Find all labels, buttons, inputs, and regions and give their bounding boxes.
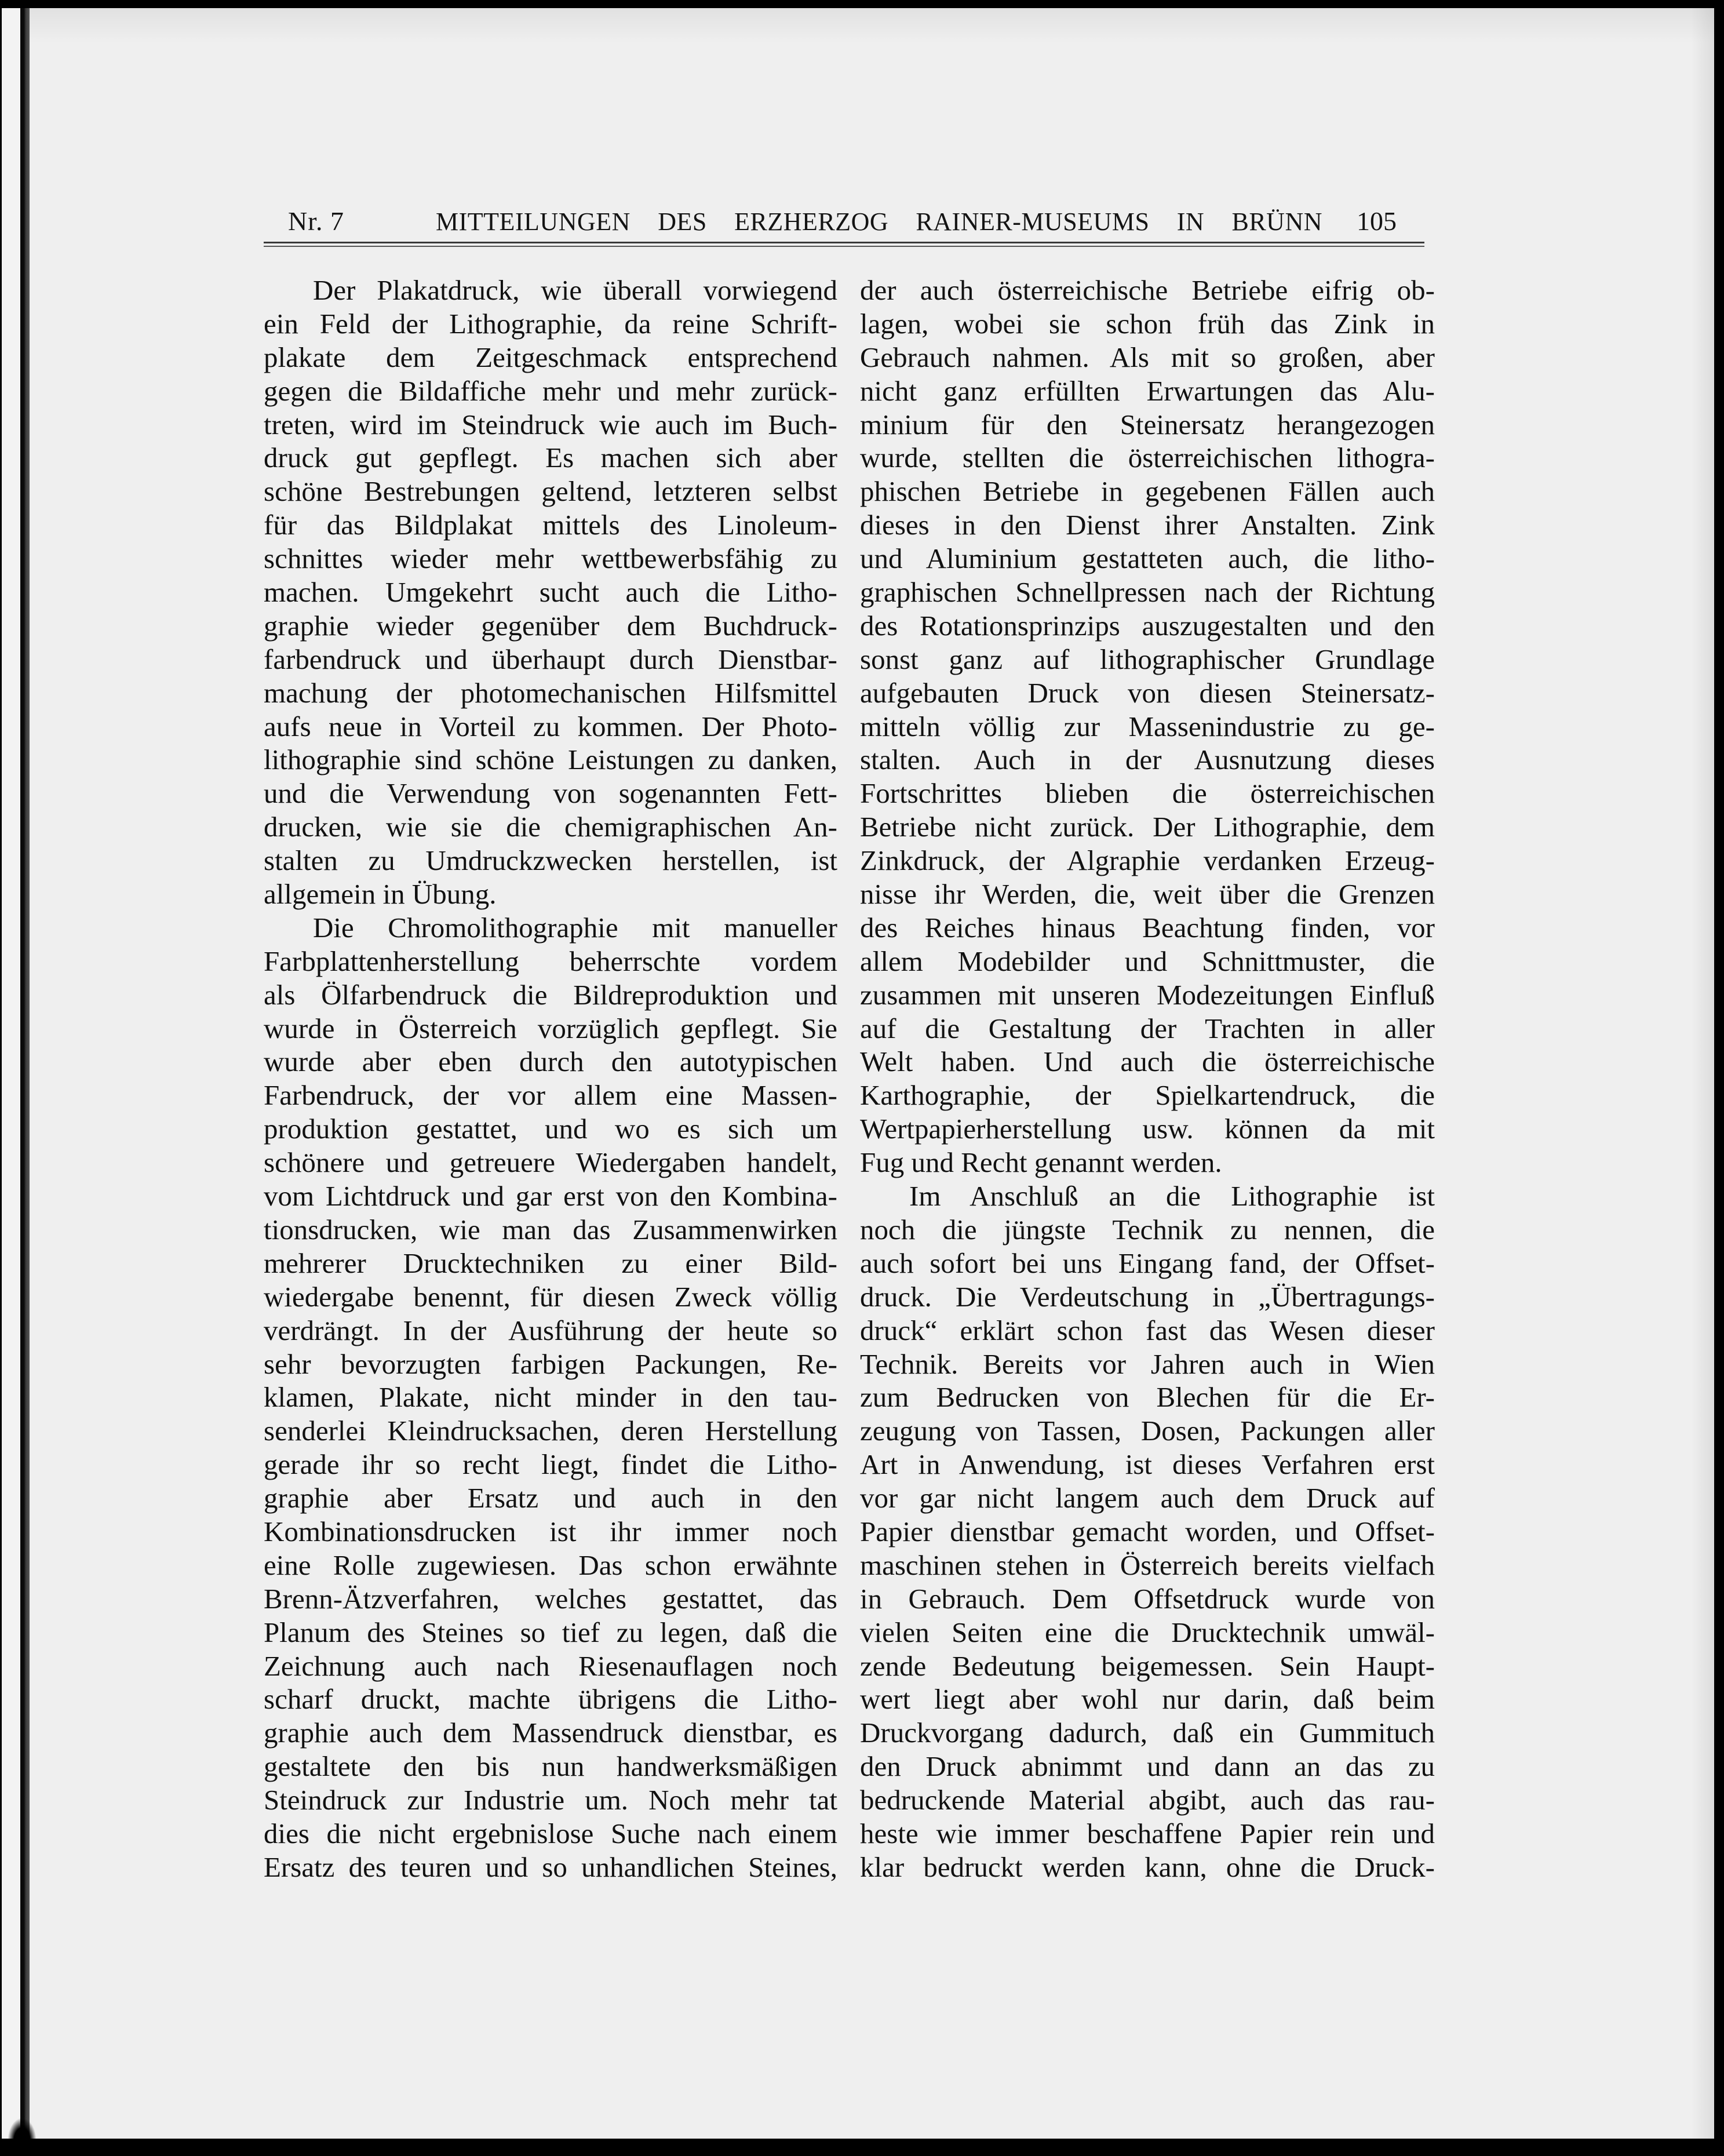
text-line: auch sofort bei uns Eingang fand, der Offset-: [860, 1247, 1435, 1279]
text-line: heste wie immer beschaffene Papier rein und: [860, 1817, 1435, 1849]
text-line: stalten. Auch in der Ausnutzung dieses: [860, 744, 1435, 776]
text-line: für das Bildplakat mittels des Linoleum-: [264, 509, 837, 541]
text-line: ein Feld der Lithographie, da reine Schrift-: [264, 307, 837, 340]
text-line: sehr bevorzugten farbigen Packungen, Re-: [264, 1348, 837, 1380]
text-line: druck. Die Verdeutschung in „Übertragungs-: [860, 1280, 1435, 1313]
header-rule-bottom: [264, 246, 1424, 247]
page-paper: [2, 8, 1714, 2139]
text-line: vor gar nicht langem auch dem Druck auf: [860, 1482, 1435, 1514]
text-line: gestaltete den bis nun handwerksmäßigen: [264, 1750, 837, 1783]
text-line: auf die Gestaltung der Trachten in aller: [860, 1012, 1435, 1044]
issue-number: Nr. 7: [288, 206, 344, 236]
text-line: Farbendruck, der vor allem eine Massen-: [264, 1079, 837, 1112]
text-line: wurde, stellten die österreichischen lithogra-: [860, 442, 1435, 474]
text-line: mehrerer Drucktechniken zu einer Bild-: [264, 1247, 837, 1279]
text-line: lagen, wobei sie schon früh das Zink in: [860, 307, 1435, 340]
text-line: noch die jüngste Technik zu nennen, die: [860, 1213, 1435, 1245]
text-line: und Aluminium gestatteten auch, die litho-: [860, 542, 1435, 575]
text-line: farbendruck und überhaupt durch Dienstbar-: [264, 643, 837, 675]
header-rule-top: [264, 242, 1424, 243]
paragraph: [264, 274, 837, 911]
text-line: machen. Umgekehrt sucht auch die Litho-: [264, 576, 837, 609]
text-line: zusammen mit unseren Modezeitungen Einfluß: [860, 978, 1435, 1011]
text-line: aufs neue in Vorteil zu kommen. Der Photo-: [264, 710, 837, 742]
text-line: Kombinationsdrucken ist ihr immer noch: [264, 1515, 837, 1547]
text-line: Fortschrittes blieben die österreichischen: [860, 777, 1435, 810]
text-line: stalten zu Umdruckzwecken herstellen, ist: [264, 844, 837, 877]
text-line: Technik. Bereits vor Jahren auch in Wien: [860, 1348, 1435, 1380]
text-line: Druckvorgang dadurch, daß ein Gummituch: [860, 1717, 1435, 1749]
text-line: Brenn-Ätzverfahren, welches gestattet, das: [264, 1582, 837, 1615]
text-line: druck“ erklärt schon fast das Wesen dieser: [860, 1314, 1435, 1346]
text-line: tionsdrucken, wie man das Zusammenwirken: [264, 1213, 837, 1245]
binding-edge-bar: [20, 8, 30, 2139]
text-line: Gebrauch nahmen. Als mit so großen, aber: [860, 341, 1435, 373]
text-line: schönere und getreuere Wiedergaben handelt,: [264, 1146, 837, 1179]
text-line: vielen Seiten eine die Drucktechnik umwäl-: [860, 1616, 1435, 1648]
text-line: wiedergabe benennt, für diesen Zweck völlig: [264, 1280, 837, 1313]
text-line: sonst ganz auf lithographischer Grundlage: [860, 643, 1435, 675]
text-line: phischen Betriebe in gegebenen Fällen auch: [860, 475, 1435, 508]
text-line: treten, wird im Steindruck wie auch im Buch-: [264, 408, 837, 440]
text-line: aufgebauten Druck von diesen Steinersatz-: [860, 676, 1435, 709]
text-line: graphie auch dem Massendruck dienstbar, es: [264, 1717, 837, 1749]
text-line: wert liegt aber wohl nur darin, daß beim: [860, 1683, 1435, 1716]
text-line: zeugung von Tassen, Dosen, Packungen aller: [860, 1415, 1435, 1447]
text-line: Zeichnung auch nach Riesenauflagen noch: [264, 1649, 837, 1682]
text-line: klar bedruckt werden kann, ohne die Druck-: [860, 1851, 1435, 1883]
text-line: zende Bedeutung beigemessen. Sein Haupt-: [860, 1649, 1435, 1682]
text-line: schnittes wieder mehr wettbewerbsfähig zu: [264, 542, 837, 575]
text-line: mitteln völlig zur Massenindustrie zu ge-: [860, 710, 1435, 742]
text-line: Papier dienstbar gemacht worden, und Offset-: [860, 1515, 1435, 1547]
paragraph: [264, 911, 837, 1884]
text-line: Fug und Recht genannt werden.: [860, 1146, 1222, 1179]
text-line: drucken, wie sie die chemigraphischen An-: [264, 811, 837, 843]
text-line: Zinkdruck, der Algraphie verdanken Erzeug-: [860, 844, 1435, 877]
text-line: Welt haben. Und auch die österreichische: [860, 1046, 1435, 1078]
text-line: wurde in Österreich vorzüglich gepflegt. Sie: [264, 1012, 837, 1044]
text-line: Wertpapierherstellung usw. können da mit: [860, 1113, 1435, 1145]
text-line: graphie aber Ersatz und auch in den: [264, 1482, 837, 1514]
text-line: allem Modebilder und Schnittmuster, die: [860, 945, 1435, 977]
left-margin-strip: [2, 8, 20, 2139]
text-line: dieses in den Dienst ihrer Anstalten. Zink: [860, 509, 1435, 541]
text-line: lithographie sind schöne Leistungen zu danken,: [264, 744, 837, 776]
text-line: Die Chromolithographie mit manueller: [313, 911, 837, 944]
text-line: nicht ganz erfüllten Erwartungen das Alu-: [860, 374, 1435, 407]
text-line: vom Lichtdruck und gar erst von den Kombina-: [264, 1180, 837, 1212]
text-line: graphie wieder gegenüber dem Buchdruck-: [264, 609, 837, 642]
text-line: nisse ihr Werden, die, weit über die Grenzen: [860, 878, 1435, 911]
text-line: des Rotationsprinzips auszugestalten und den: [860, 609, 1435, 642]
binding-edge-corner: [8, 2118, 37, 2141]
text-line: schöne Bestrebungen geltend, letzteren selbst: [264, 475, 837, 508]
top-edge-shadow: [2, 8, 1714, 43]
text-line: Karthographie, der Spielkartendruck, die: [860, 1079, 1435, 1112]
text-line: gegen die Bildaffiche mehr und mehr zurück-: [264, 374, 837, 407]
text-line: zum Bedrucken von Blechen für die Er-: [860, 1381, 1435, 1414]
journal-title: MITTEILUNGEN DES ERZHERZOG RAINER-MUSEUMS IN BRÜNN: [436, 207, 1322, 236]
text-line: maschinen stehen in Österreich bereits vielfach: [860, 1549, 1435, 1581]
text-line: Der Plakatdruck, wie überall vorwiegend: [313, 274, 837, 306]
running-head: [262, 206, 1426, 241]
text-line: des Reiches hinaus Beachtung finden, vor: [860, 911, 1435, 944]
right-edge-shadow: [1691, 8, 1714, 2139]
paragraph: [860, 1179, 1435, 1884]
text-line: Steindruck zur Industrie um. Noch mehr tat: [264, 1784, 837, 1816]
text-line: druck gut gepflegt. Es machen sich aber: [264, 442, 837, 474]
text-line: der auch österreichische Betriebe eifrig ob-: [860, 274, 1435, 306]
text-line: plakate dem Zeitgeschmack entsprechend: [264, 341, 837, 373]
page-number: 105: [1357, 206, 1397, 236]
text-line: als Ölfarbendruck die Bildreproduktion und: [264, 978, 837, 1011]
text-line: produktion gestattet, und wo es sich um: [264, 1113, 837, 1145]
text-line: in Gebrauch. Dem Offsetdruck wurde von: [860, 1582, 1435, 1615]
text-line: scharf druckt, machte übrigens die Litho-: [264, 1683, 837, 1716]
text-line: machung der photomechanischen Hilfsmittel: [264, 676, 837, 709]
text-line: verdrängt. In der Ausführung der heute so: [264, 1314, 837, 1346]
text-line: Ersatz des teuren und so unhandlichen Steines,: [264, 1851, 837, 1883]
text-line: wurde aber eben durch den autotypischen: [264, 1046, 837, 1078]
text-line: Betriebe nicht zurück. Der Lithographie, dem: [860, 811, 1435, 843]
text-line: klamen, Plakate, nicht minder in den tau-: [264, 1381, 837, 1414]
text-line: eine Rolle zugewiesen. Das schon erwähnte: [264, 1549, 837, 1581]
text-line: Art in Anwendung, ist dieses Verfahren erst: [860, 1448, 1435, 1481]
text-line: allgemein in Übung.: [264, 878, 497, 911]
text-line: graphischen Schnellpressen nach der Richtung: [860, 576, 1435, 609]
text-line: den Druck abnimmt und dann an das zu: [860, 1750, 1435, 1783]
text-line: Planum des Steines so tief zu legen, daß die: [264, 1616, 837, 1648]
text-line: und die Verwendung von sogenannten Fett-: [264, 777, 837, 810]
text-line: Farbplattenherstellung beherrschte vordem: [264, 945, 837, 977]
text-line: bedruckende Material abgibt, auch das rau-: [860, 1784, 1435, 1816]
text-line: Im Anschluß an die Lithographie ist: [909, 1180, 1435, 1212]
text-line: minium für den Steinersatz herangezogen: [860, 408, 1435, 440]
text-line: gerade ihr so recht liegt, findet die Litho-: [264, 1448, 837, 1481]
paragraph: [860, 274, 1435, 1179]
right-column: [860, 274, 1435, 1884]
text-line: senderlei Kleindrucksachen, deren Herstellung: [264, 1415, 837, 1447]
text-line: dies die nicht ergebnislose Suche nach einem: [264, 1817, 837, 1849]
left-column: [264, 274, 837, 1884]
